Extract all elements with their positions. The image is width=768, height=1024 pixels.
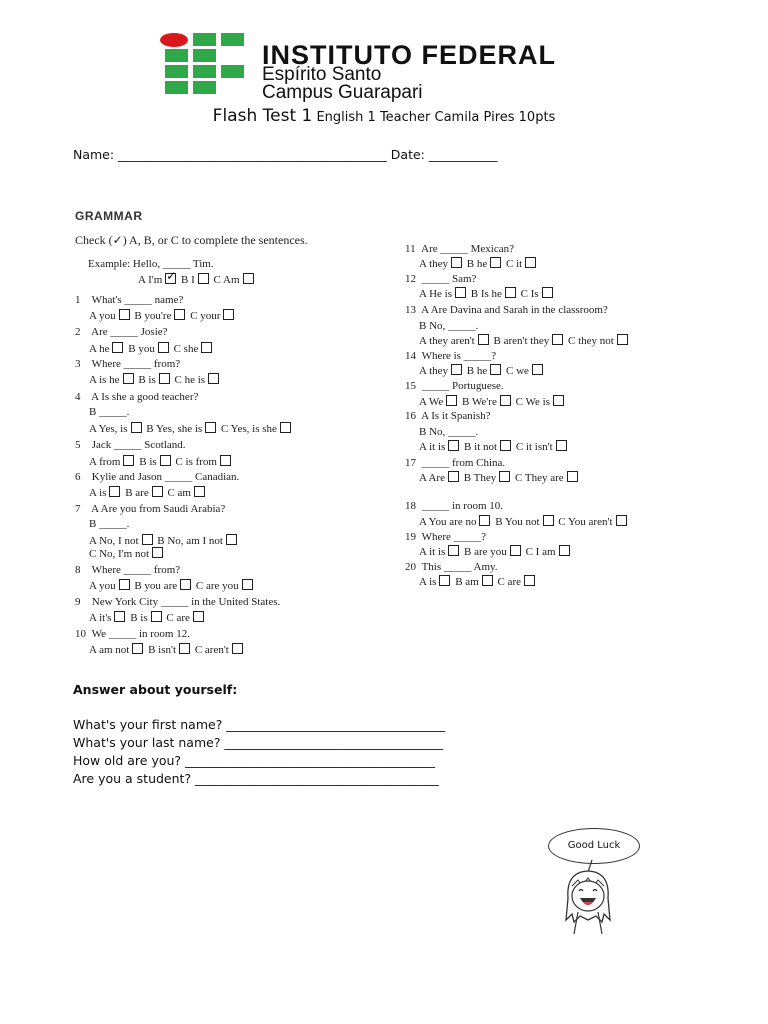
checkbox[interactable] <box>114 611 125 622</box>
option-label: A it is <box>419 546 446 558</box>
checkbox[interactable] <box>226 534 237 545</box>
question-response: B No, _____. <box>419 320 479 332</box>
section-title: GRAMMAR <box>75 209 143 223</box>
option-label: A you <box>89 580 116 592</box>
checkbox[interactable] <box>208 373 219 384</box>
checkbox[interactable] <box>479 515 490 526</box>
option-label: B is <box>139 456 157 468</box>
right-question-20 <box>405 561 498 573</box>
question-number: 16 <box>405 410 416 422</box>
checkbox[interactable] <box>455 287 466 298</box>
question-number: 3 <box>75 358 81 370</box>
question-prompt: _____ from China. <box>421 457 506 469</box>
right-question-19 <box>405 531 486 543</box>
checkbox[interactable] <box>500 395 511 406</box>
checkbox[interactable] <box>201 342 212 353</box>
logo-red-dot <box>160 33 188 47</box>
answer-section-title: Answer about yourself: <box>73 682 238 697</box>
question-prompt: Kylie and Jason _____ Canadian. <box>91 471 240 483</box>
speech-bubble: Good Luck <box>548 828 640 864</box>
question-number: 17 <box>405 457 416 469</box>
option-label: C it isn't <box>515 441 553 453</box>
right-options-20 <box>419 575 537 588</box>
right-question-11 <box>405 243 514 255</box>
option-label: C is from <box>175 456 217 468</box>
checkbox[interactable] <box>194 486 205 497</box>
option-label: A it is <box>419 441 446 453</box>
question-prompt: Where _____ from? <box>91 358 181 370</box>
option-label: C I am <box>525 546 556 558</box>
option-label: C it <box>506 258 523 270</box>
option-label: C are <box>497 576 521 588</box>
right-question-12 <box>405 273 476 285</box>
question-prompt: Are _____ Mexican? <box>421 243 515 255</box>
checkbox[interactable] <box>525 257 536 268</box>
question-prompt: Where is _____? <box>421 350 497 362</box>
checkbox[interactable] <box>499 471 510 482</box>
option-label: B We're <box>462 396 497 408</box>
example-label: Example: <box>88 258 131 270</box>
option-label: B he <box>466 365 488 377</box>
option-label: A it's <box>89 612 112 624</box>
option-label: B You not <box>495 516 540 528</box>
option-label: A am not <box>89 644 130 656</box>
left-options2-7 <box>89 547 165 560</box>
question-prompt: We _____ in room 12. <box>91 628 190 640</box>
student-line: Are you a student? _______________________________________ <box>73 771 439 786</box>
question-number: 11 <box>405 243 416 255</box>
option-label: B you're <box>134 310 172 322</box>
option-label: B is <box>138 374 156 386</box>
question-prompt: A Is she a good teacher? <box>91 391 199 403</box>
test-title: Flash Test 1 <box>212 106 313 126</box>
option-label: C your <box>190 310 221 322</box>
checkbox[interactable] <box>490 364 501 375</box>
question-prompt: What's _____ name? <box>91 294 184 306</box>
checkbox[interactable] <box>123 455 134 466</box>
checkbox[interactable] <box>448 471 459 482</box>
option-label: A He is <box>419 288 452 300</box>
checkbox[interactable] <box>132 643 143 654</box>
question-prompt: Jack _____ Scotland. <box>91 439 186 451</box>
checkbox[interactable] <box>439 575 450 586</box>
option-label: B it not <box>464 441 498 453</box>
option-label: A they <box>419 365 449 377</box>
question-number: 18 <box>405 500 416 512</box>
left-response-4 <box>89 406 129 418</box>
checkbox[interactable] <box>123 373 134 384</box>
checkbox[interactable] <box>205 422 216 433</box>
question-number: 10 <box>75 628 86 640</box>
checkbox[interactable] <box>142 534 153 545</box>
right-options-11 <box>419 257 538 270</box>
checkbox[interactable] <box>151 611 162 622</box>
checkbox <box>243 273 254 284</box>
option-label: B Is he <box>470 288 502 300</box>
question-prompt: _____ in room 10. <box>421 500 504 512</box>
right-question-13 <box>405 304 608 316</box>
checkbox[interactable] <box>160 455 171 466</box>
option-label: A he <box>89 343 110 355</box>
option-label: C are you <box>195 580 239 592</box>
test-subtitle: English 1 Teacher Camila Pires 10pts <box>316 110 556 125</box>
checkbox[interactable] <box>112 342 123 353</box>
option-label: B aren't they <box>493 335 550 347</box>
option-label: B are you <box>464 546 507 558</box>
question-response: B _____. <box>89 518 130 530</box>
checkbox[interactable] <box>559 545 570 556</box>
checkbox[interactable] <box>280 422 291 433</box>
question-response: B No, _____. <box>419 426 479 438</box>
option-label: B Yes, she is <box>146 423 203 435</box>
left-options-6 <box>89 486 207 499</box>
question-number: 12 <box>405 273 416 285</box>
question-prompt: _____ Sam? <box>421 273 477 285</box>
checkbox[interactable] <box>152 486 163 497</box>
option-label: C aren't <box>194 644 229 656</box>
option-label: C they not <box>568 335 614 347</box>
option-label: C You aren't <box>558 516 613 528</box>
option-label: B he <box>466 258 488 270</box>
checkbox[interactable] <box>616 515 627 526</box>
checkbox[interactable] <box>158 342 169 353</box>
right-options-17 <box>419 471 580 484</box>
checkbox[interactable] <box>556 440 567 451</box>
checkbox[interactable] <box>451 364 462 375</box>
right-response-13 <box>419 320 478 332</box>
institute-logo <box>160 33 250 93</box>
option-label: C he is <box>174 374 206 386</box>
option-label: A from <box>89 456 121 468</box>
checkbox[interactable] <box>490 257 501 268</box>
checkbox[interactable] <box>174 309 185 320</box>
right-options-16 <box>419 440 569 453</box>
question-number: 4 <box>75 391 81 403</box>
option-label: C No, I'm not <box>89 548 150 560</box>
checkbox[interactable] <box>109 486 120 497</box>
checkbox[interactable] <box>223 309 234 320</box>
question-prompt: Where _____ from? <box>91 564 181 576</box>
right-question-15 <box>405 380 504 392</box>
option-label: A You are no <box>419 516 477 528</box>
question-prompt: This _____ Amy. <box>421 561 498 573</box>
left-question-10 <box>75 628 190 640</box>
option-label: B No, am I not <box>157 535 223 547</box>
checkbox[interactable] <box>542 287 553 298</box>
checkbox[interactable] <box>159 373 170 384</box>
right-options-18 <box>419 515 629 528</box>
left-question-1 <box>75 294 183 306</box>
option-label: A is he <box>89 374 120 386</box>
question-number: 2 <box>75 326 81 338</box>
option-label: C Yes, is she <box>220 423 277 435</box>
question-number: 7 <box>75 503 81 515</box>
checkbox[interactable] <box>552 334 563 345</box>
option-label: A We <box>419 396 444 408</box>
checkbox[interactable] <box>510 545 521 556</box>
option-label: B am <box>455 576 479 588</box>
checkbox[interactable] <box>119 579 130 590</box>
left-options-1 <box>89 309 236 322</box>
checkbox[interactable] <box>193 611 204 622</box>
option-label: B is <box>130 612 148 624</box>
checkbox[interactable] <box>505 287 516 298</box>
option-label: C she <box>173 343 199 355</box>
checkbox[interactable] <box>446 395 457 406</box>
right-response-16 <box>419 426 478 438</box>
question-number: 8 <box>75 564 81 576</box>
option-label: B are <box>125 487 149 499</box>
checkbox[interactable] <box>119 309 130 320</box>
question-prompt: Where _____? <box>421 531 487 543</box>
left-question-7 <box>75 503 225 515</box>
question-number: 1 <box>75 294 81 306</box>
left-question-5 <box>75 439 186 451</box>
left-options-2 <box>89 342 214 355</box>
option-label: B you are <box>134 580 178 592</box>
checkbox[interactable] <box>482 575 493 586</box>
checkbox[interactable] <box>448 440 459 451</box>
age-line: How old are you? ________________________________________ <box>73 753 436 768</box>
checkbox[interactable] <box>152 547 163 558</box>
checkbox[interactable] <box>451 257 462 268</box>
left-options-5 <box>89 455 233 468</box>
cartoon-girl-icon <box>548 858 628 938</box>
checkbox[interactable] <box>131 422 142 433</box>
institute-campus: Campus Guarapari <box>262 82 423 103</box>
option-label: C are <box>166 612 190 624</box>
left-options-7 <box>89 534 239 547</box>
left-question-9 <box>75 596 280 608</box>
test-heading <box>0 106 768 126</box>
checkbox[interactable] <box>220 455 231 466</box>
option-label: B you <box>128 343 155 355</box>
option-label: A they aren't <box>419 335 475 347</box>
left-options-9 <box>89 611 206 624</box>
checkbox[interactable] <box>179 643 190 654</box>
checkbox[interactable] <box>232 643 243 654</box>
right-question-14 <box>405 350 496 362</box>
question-number: 9 <box>75 596 81 608</box>
option-label: A they <box>419 258 449 270</box>
instructions: Check (✓) A, B, or C to complete the sentences. <box>75 233 308 247</box>
left-question-8 <box>75 564 180 576</box>
option-label: A you <box>89 310 116 322</box>
left-options-4 <box>89 422 293 435</box>
checkbox[interactable] <box>567 471 578 482</box>
question-prompt: _____ Portuguese. <box>421 380 504 392</box>
option-label: A Yes, is <box>89 423 128 435</box>
option-label: C We is <box>515 396 550 408</box>
name-date-line: Name: ___________________________________________ Date: ___________ <box>73 147 498 162</box>
last-name-line: What's your last name? ___________________________________ <box>73 735 444 750</box>
checkbox[interactable] <box>448 545 459 556</box>
option-label: A Are <box>419 472 445 484</box>
checkbox[interactable] <box>500 440 511 451</box>
option-label: C Is <box>520 288 539 300</box>
question-number: 19 <box>405 531 416 543</box>
left-question-6 <box>75 471 239 483</box>
checkbox[interactable] <box>553 395 564 406</box>
left-options-10 <box>89 643 245 656</box>
option-label: B isn't <box>148 644 177 656</box>
right-options-14 <box>419 364 545 377</box>
question-number: 14 <box>405 350 416 362</box>
option-label: A is <box>419 576 437 588</box>
question-number: 5 <box>75 439 81 451</box>
checkbox[interactable] <box>532 364 543 375</box>
right-options-19 <box>419 545 572 558</box>
left-response-7 <box>89 518 129 530</box>
question-prompt: Are _____ Josie? <box>91 326 168 338</box>
question-prompt: A Are Davina and Sarah in the classroom? <box>421 304 608 316</box>
left-options-3 <box>89 373 221 386</box>
left-options-8 <box>89 579 255 592</box>
option-label: B They <box>463 472 497 484</box>
right-options-15 <box>419 395 566 408</box>
question-number: 13 <box>405 304 416 316</box>
right-options-12 <box>419 287 555 300</box>
checkbox[interactable] <box>617 334 628 345</box>
option-label: C am <box>167 487 191 499</box>
left-question-3 <box>75 358 180 370</box>
first-name-line: What's your first name? ___________________________________ <box>73 717 446 732</box>
question-response: B _____. <box>89 406 130 418</box>
right-options-13 <box>419 334 630 347</box>
right-question-16 <box>405 410 491 422</box>
institute-title: INSTITUTO FEDERAL <box>262 40 557 70</box>
right-question-17 <box>405 457 505 469</box>
checkbox <box>198 273 209 284</box>
checkbox[interactable] <box>180 579 191 590</box>
institute-state: Espírito Santo <box>262 64 382 85</box>
question-prompt: A Are you from Saudi Arabia? <box>91 503 226 515</box>
checkbox[interactable] <box>242 579 253 590</box>
question-prompt: New York City _____ in the United States. <box>91 596 281 608</box>
option-label: A is <box>89 487 107 499</box>
question-number: 6 <box>75 471 81 483</box>
checkbox[interactable] <box>543 515 554 526</box>
checkbox[interactable] <box>478 334 489 345</box>
left-question-2 <box>75 326 168 338</box>
question-prompt: A Is it Spanish? <box>421 410 491 422</box>
option-label: C we <box>506 365 529 377</box>
example-sentence: Hello, _____ Tim. <box>132 258 214 270</box>
question-number: 20 <box>405 561 416 573</box>
example <box>88 258 214 270</box>
question-number: 15 <box>405 380 416 392</box>
example-options: A I'm✓ B I C Am <box>138 273 256 286</box>
left-question-4 <box>75 391 198 403</box>
right-question-18 <box>405 500 503 512</box>
option-label: A No, I not <box>89 535 139 547</box>
option-label: C They are <box>514 472 564 484</box>
checkbox[interactable] <box>524 575 535 586</box>
checked-box <box>165 273 176 284</box>
